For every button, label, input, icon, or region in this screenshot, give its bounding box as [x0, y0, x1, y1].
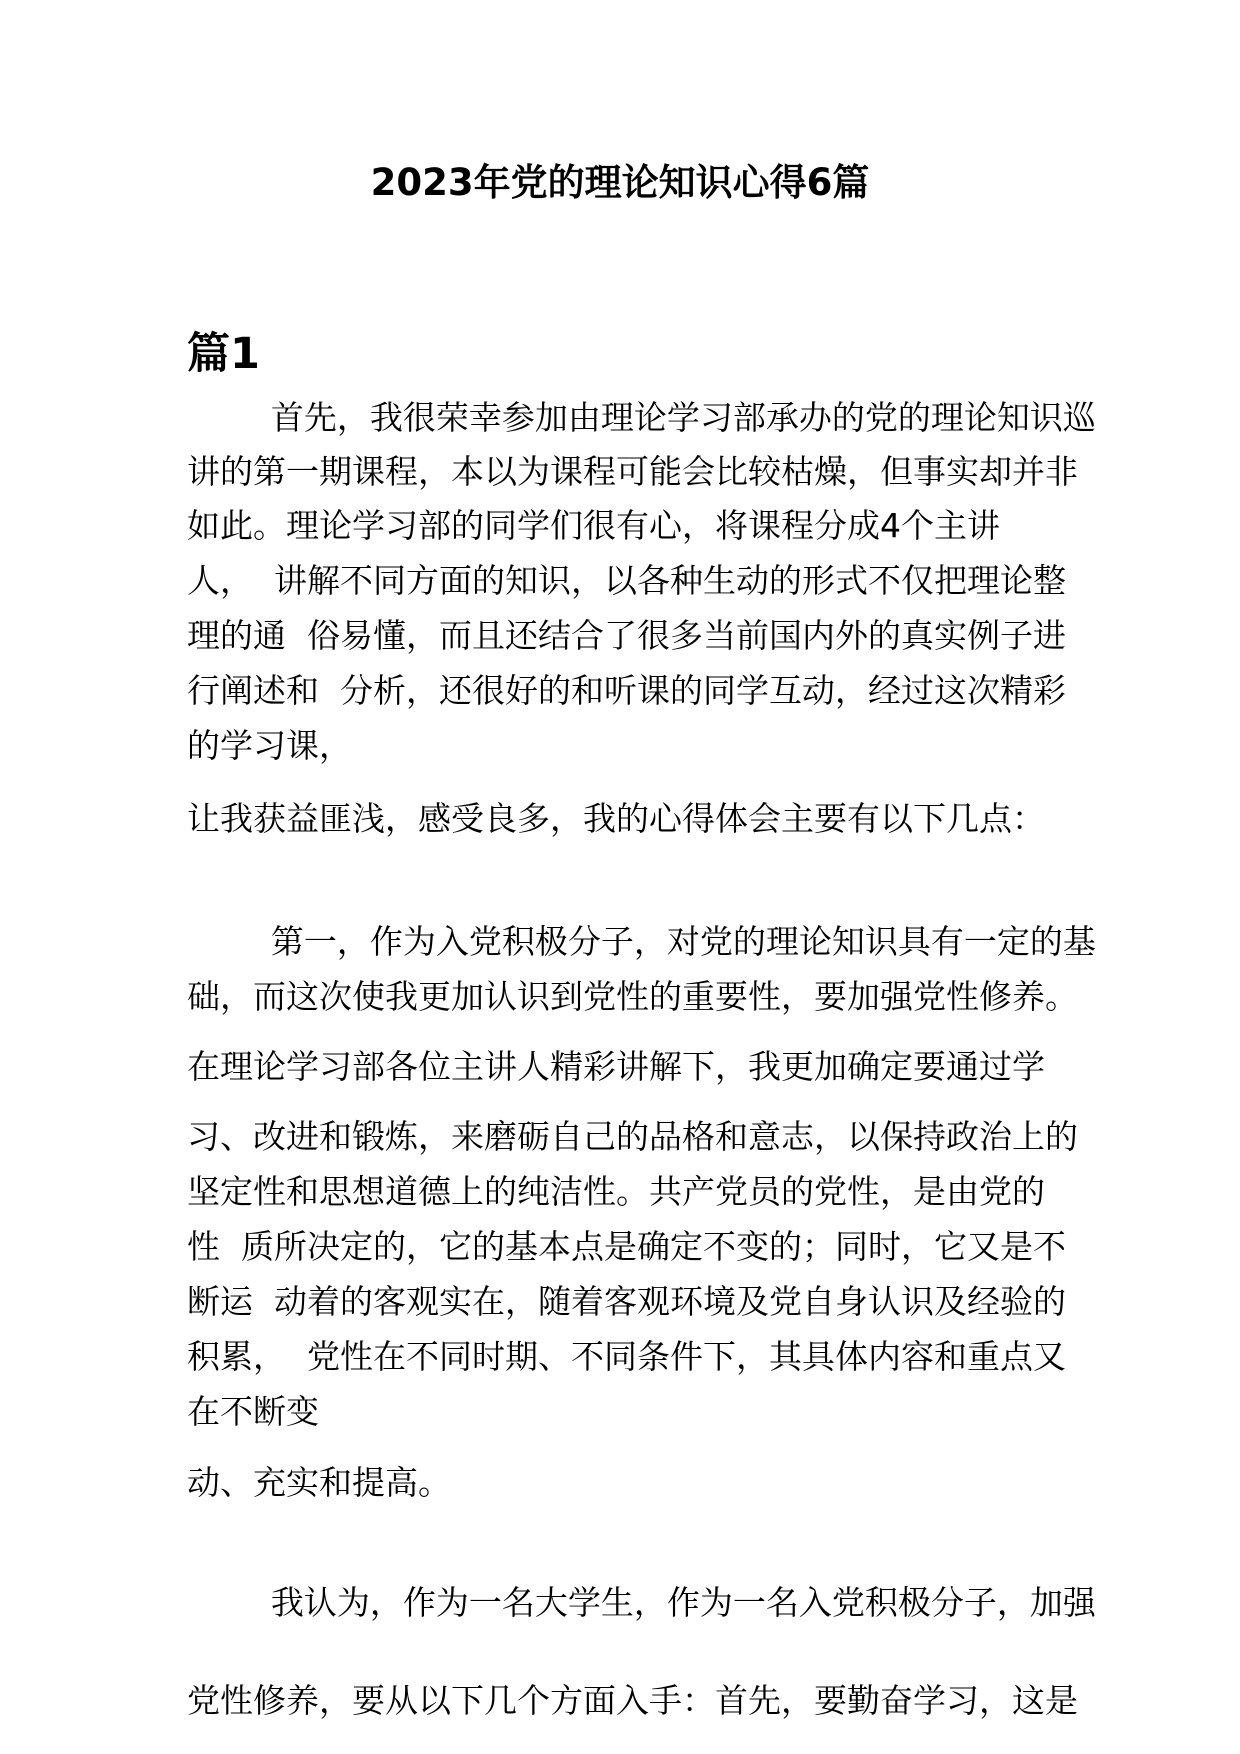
paragraph-line: 讲的第一期课程，本以为课程可能会比较枯燥，但事实却并非: [187, 452, 1078, 491]
paragraph-line: 的学习课，: [187, 726, 352, 765]
paragraph-line: 如此。理论学习部的同学们很有心，将课程分成4个主讲: [187, 506, 1000, 545]
paragraph-line: 行阐述和 分析，还很好的和听课的同学互动，经过这次精彩: [187, 671, 1066, 710]
paragraph-line: 坚定性和思想道德上的纯洁性。共产党员的党性，是由党的: [187, 1172, 1045, 1211]
paragraph-line: 党性修养，要从以下几个方面入手：首先，要勤奋学习，这是: [187, 1681, 1078, 1720]
paragraph-line: 理的通 俗易懂，而且还结合了很多当前国内外的真实例子进: [187, 616, 1066, 655]
paragraph-line: 在理论学习部各位主讲人精彩讲解下，我更加确定要通过学: [187, 1047, 1045, 1086]
paragraph-line: 断运 动着的客观实在，随着客观环境及党自身认识及经验的: [187, 1282, 1066, 1321]
paragraph-line: 在不断变: [187, 1392, 319, 1431]
paragraph-line: 习、改进和锻炼，来磨砺自己的品格和意志，以保持政治上的: [187, 1117, 1078, 1156]
paragraph-line: 让我获益匪浅，感受良多，我的心得体会主要有以下几点：: [187, 799, 1045, 838]
paragraph-line: 首先，我很荣幸参加由理论学习部承办的党的理论知识巡: [187, 398, 1096, 437]
section-heading: 篇1: [187, 329, 260, 379]
paragraph-line: 性 质所决定的，它的基本点是确定不变的；同时，它又是不: [187, 1227, 1066, 1266]
paragraph-line: 础，而这次使我更加认识到党性的重要性，要加强党性修养。: [187, 977, 1078, 1016]
document-title: 2023年党的理论知识心得6篇: [370, 161, 870, 204]
paragraph-line: 动、充实和提高。: [187, 1463, 451, 1502]
paragraph-line: 人， 讲解不同方面的知识，以各种生动的形式不仅把理论整: [187, 561, 1066, 600]
paragraph-line: 第一，作为入党积极分子，对党的理论知识具有一定的基: [187, 922, 1096, 961]
paragraph-line: 积累， 党性在不同时期、不同条件下，其具体内容和重点又: [187, 1337, 1066, 1376]
paragraph-line: 我认为，作为一名大学生，作为一名入党积极分子，加强: [187, 1583, 1096, 1622]
